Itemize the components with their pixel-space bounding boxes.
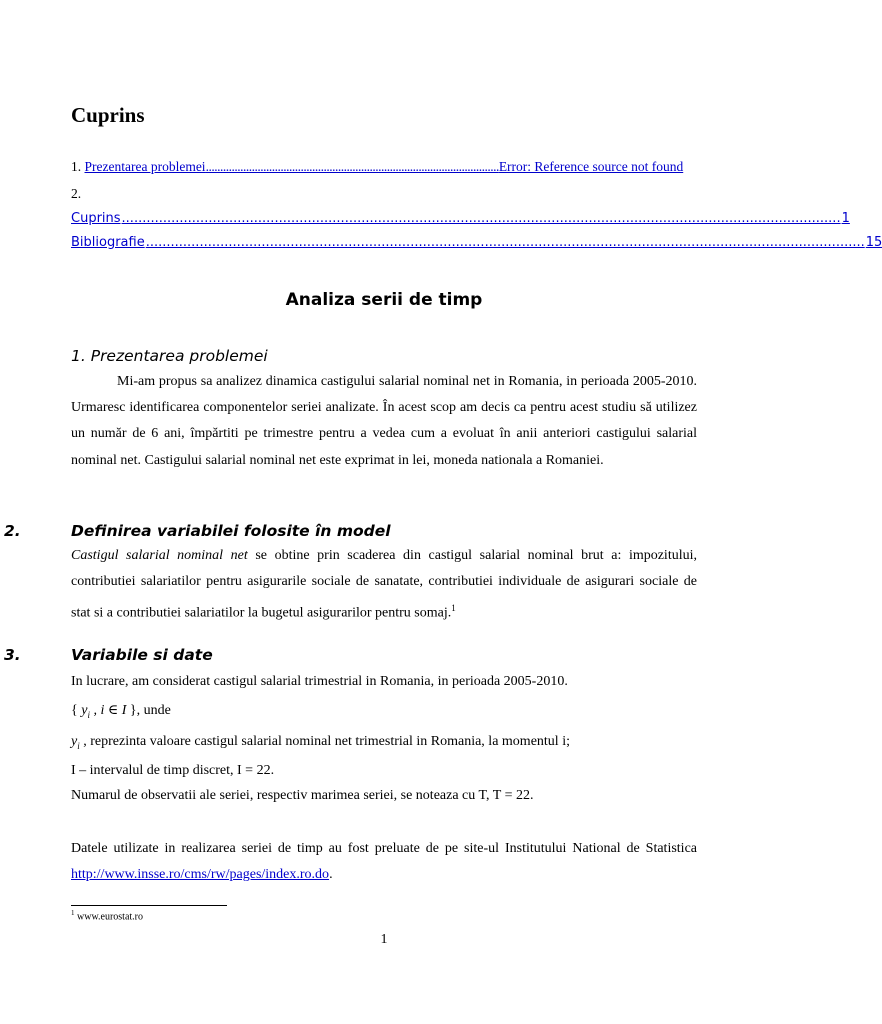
toc-entry-page: 15 xyxy=(865,235,882,250)
section-3-line-4: I – intervalul de timp discret, I = 22. xyxy=(71,763,275,778)
defined-term: Castigul salarial nominal net xyxy=(71,548,248,563)
toc-entry-1-number: 1. xyxy=(71,159,85,174)
toc-entry-label: Cuprins xyxy=(71,211,121,226)
toc-entry-page: 1 xyxy=(841,211,850,226)
toc-entry-1-link[interactable]: Prezentarea problemei......................................................................................................Error: Reference source not found xyxy=(84,159,684,174)
page-number: 1 xyxy=(380,932,388,947)
set-notation: { $y_i$ , i ∈ I }, unde xyxy=(71,703,171,720)
toc-title: Cuprins xyxy=(71,103,145,127)
toc-leader-dots: .............................................................................................................................................................................. xyxy=(121,211,841,226)
insse-link[interactable]: http://www.insse.ro/cms/rw/pages/index.ro.do xyxy=(71,867,330,883)
section-2-heading: Definirea variabilei folosite în model xyxy=(71,522,391,540)
section-3-line-1: In lucrare, am considerat castigul salarial trimestrial in Romania, in perioada 2005-2010. xyxy=(71,674,568,689)
document-title: Analiza serii de timp xyxy=(285,290,483,310)
footnote-reference: 1 xyxy=(451,603,456,614)
section-3-line-5: Numarul de observatii ale seriei, respectiv marimea seriei, se noteaza cu T, T = 22. xyxy=(71,788,534,803)
section-2-paragraph: Castigul salarial nominal net se obtine prin scaderea din castigul salarial nominal brut a: impozitului, contributiei salariatilor pentru asigurarile sociale de sanatate, contributiei individuale de asigurari sociale de stat si a contributiei salariatilor la bugetul asigurarilor pentru somaj.$^1$ xyxy=(71,548,697,622)
section-3-number: 3. xyxy=(4,646,21,664)
footnote: $^1$ www.eurostat.ro xyxy=(71,909,144,923)
section-2-number: 2. xyxy=(4,522,21,540)
footnote-separator xyxy=(71,905,227,906)
section-3-heading: Variabile si date xyxy=(71,646,213,664)
toc-entry-bibliografie[interactable] xyxy=(71,235,882,250)
toc-leader-dots: .............................................................................................................................................................................. xyxy=(145,235,865,250)
toc-entry-cuprins[interactable] xyxy=(71,211,850,226)
section-1-heading: 1. Prezentarea problemei xyxy=(71,347,268,365)
toc-entry-1[interactable] xyxy=(71,159,683,175)
section-3-paragraph: Datele utilizate in realizarea seriei de timp au fost preluate de pe site-ul Institutului National de Statistica http://www.insse.ro/cms/rw/pages/index.ro.do. xyxy=(71,841,697,883)
toc-entry-2-number: 2. xyxy=(71,186,82,201)
toc-entry-label: Bibliografie xyxy=(71,235,145,250)
section-3-line-3: $y_i$ , reprezinta valoare castigul salarial nominal net trimestrial in Romania, la momentul i; xyxy=(71,734,570,751)
section-1-paragraph: Mi-am propus sa analizez dinamica castigului salarial nominal net in Romania, in perioada 2005-2010. Urmaresc identificarea componentelor seriei analizate. În acest scop am decis ca pentru acest studiu să utilizez un număr de 6 ani, împărtiti pe trimestre pentru a vedea cum a evoluat în anii anteriori castigului salarial nominal net. Castigului salarial nominal net este exprimat in lei, moneda nationala a Romaniei. xyxy=(71,374,697,468)
